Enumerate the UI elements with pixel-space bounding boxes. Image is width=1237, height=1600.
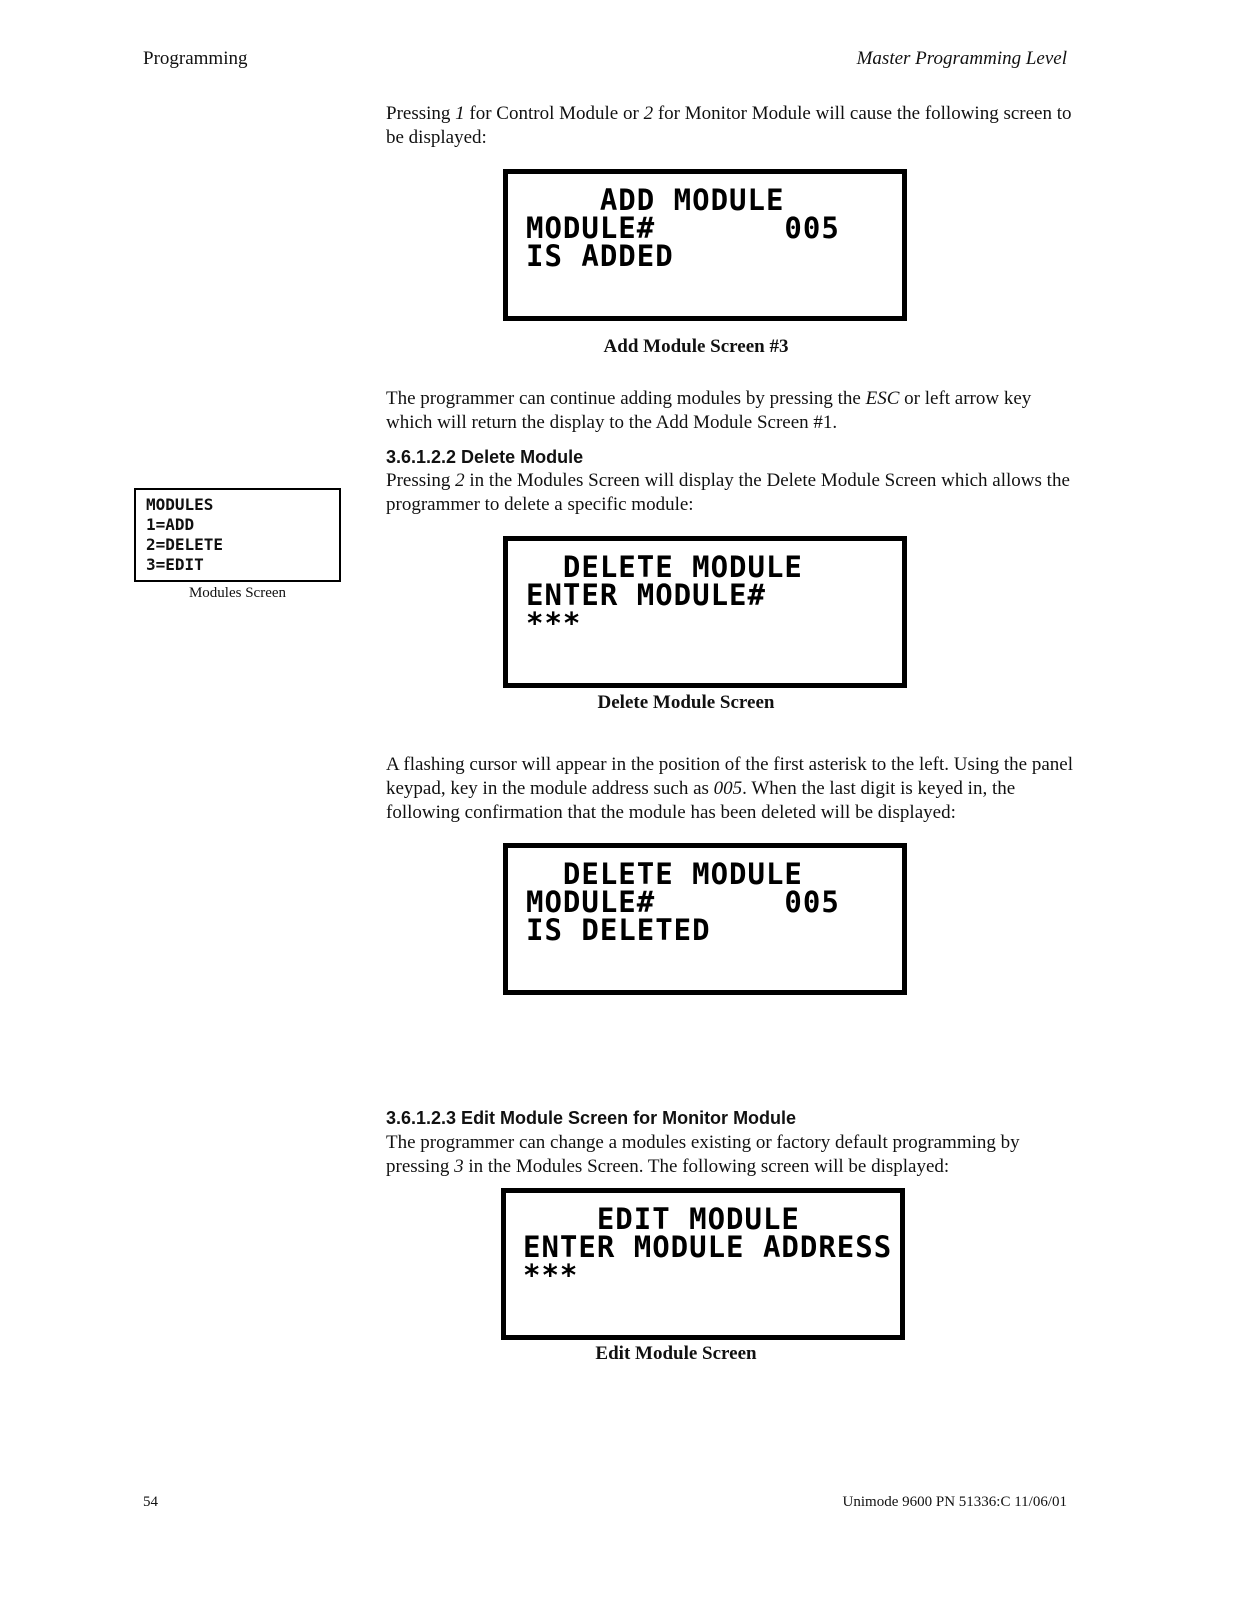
section-heading-edit-module: 3.6.1.2.3 Edit Module Screen for Monitor Module [386, 1108, 797, 1128]
caption-delete-module: Delete Module Screen [597, 692, 775, 713]
lcd-delete-module-screen [503, 536, 907, 688]
lcd-line-3: IS ADDED [526, 239, 674, 273]
lcd-line-3: IS DELETED [526, 913, 711, 947]
lcd-module-deleted-screen [503, 843, 907, 995]
lcd-line-2: ENTER MODULE# [526, 578, 766, 612]
lcd-line-1: DELETE MODULE [526, 550, 803, 584]
edit-intro-paragraph: The programmer can change a modules existing or factory default programming by pressing 3 in the Modules Screen. The following screen will be displayed: [386, 1132, 1020, 1177]
footer-document-info: Unimode 9600 PN 51336:C 11/06/01 [842, 1494, 1067, 1510]
modules-line-3: 2=DELETE [146, 535, 224, 554]
lcd-line-2: MODULE# 005 [526, 211, 840, 245]
lcd-line-1: DELETE MODULE [526, 857, 803, 891]
delete-intro-paragraph: Pressing 2 in the Modules Screen will display the Delete Module Screen which allows the programmer to delete a specific module: [386, 470, 1070, 515]
modules-line-1: MODULES [146, 495, 214, 514]
section-heading-delete-module: 3.6.1.2.2 Delete Module [386, 447, 584, 467]
continue-paragraph: The programmer can continue adding modules by pressing the ESC or left arrow key which will return the display to the Add Module Screen #1. [386, 388, 1032, 433]
lcd-line-3: *** [526, 606, 582, 640]
lcd-edit-module-screen [501, 1188, 905, 1340]
lcd-line-1: ADD MODULE [526, 183, 785, 217]
lcd-add-module-screen [503, 169, 907, 321]
lcd-line-2: MODULE# 005 [526, 885, 840, 919]
modules-line-4: 3=EDIT [146, 555, 204, 574]
modules-line-2: 1=ADD [146, 515, 195, 534]
cursor-paragraph: A flashing cursor will appear in the position of the first asterisk to the left. Using the panel keypad, key in the module address such as 005. When the last digit is keyed in, the following confirmation that the module has been deleted will be displayed: [386, 754, 1074, 823]
modules-screen-lcd [134, 488, 341, 582]
caption-edit-module: Edit Module Screen [595, 1343, 757, 1364]
lcd-line-1: EDIT MODULE [523, 1202, 800, 1236]
intro-paragraph: Pressing 1 for Control Module or 2 for Monitor Module will cause the following screen to be displayed: [386, 103, 1072, 148]
running-header-right: Master Programming Level [856, 48, 1067, 69]
lcd-line-2: ENTER MODULE ADDRESS [523, 1230, 893, 1264]
footer-page-number: 54 [143, 1494, 158, 1510]
lcd-line-3: *** [523, 1258, 579, 1292]
caption-add-module: Add Module Screen #3 [603, 336, 789, 357]
running-header-left: Programming [143, 48, 248, 69]
caption-modules-screen: Modules Screen [188, 585, 287, 601]
